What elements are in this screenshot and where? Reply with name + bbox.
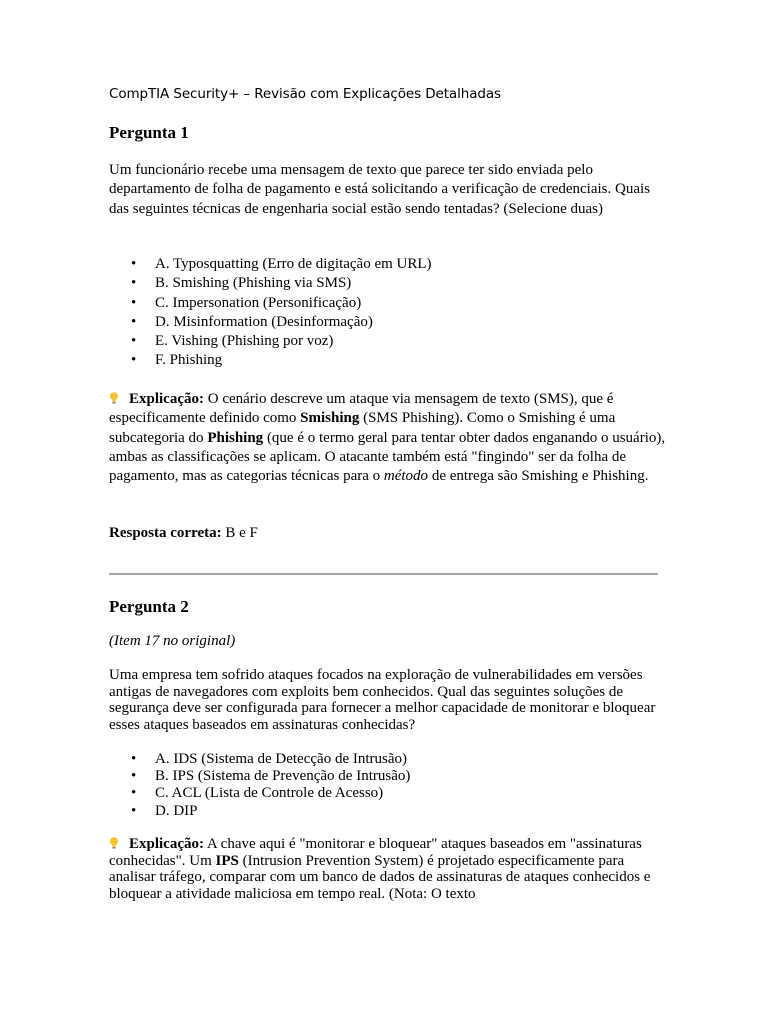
option-item: • A. Typosquatting (Erro de digitação em URL) xyxy=(109,255,432,274)
option-item: • D. Misinformation (Desinformação) xyxy=(109,313,432,332)
option-item: • B. IPS (Sistema de Prevenção de Intrusão) xyxy=(109,768,410,785)
option-item: • C. Impersonation (Personificação) xyxy=(109,294,432,313)
document-header: CompTIA Security+ – Revisão com Explicações Detalhadas xyxy=(109,86,501,102)
question-2-text: Uma empresa tem sofrido ataques focados na exploração de vulnerabilidades em versões antigas de navegadores com exploits bem conhecidos. Qual das seguintes soluções de segurança deve ser configurada para fornecer a melhor capacidade de monitorar e bloquear esses ataques baseados em assinaturas conhecidas? xyxy=(109,667,656,733)
explanation-text: O cenário descreve um ataque via mensagem de texto (SMS), que é especificamente definido como xyxy=(109,391,614,427)
explanation-label: Explicação: xyxy=(129,391,204,407)
lightbulb-icon xyxy=(109,837,119,849)
section-divider xyxy=(109,573,658,575)
question-2-note-text: (Item 17 no original) xyxy=(109,633,236,649)
option-item: • C. ACL (Lista de Controle de Acesso) xyxy=(109,785,410,802)
explanation-italic-term: método xyxy=(383,468,429,485)
option-item: • A. IDS (Sistema de Detecção de Intrusão) xyxy=(109,751,410,768)
option-item: • D. DIP xyxy=(109,803,410,820)
question-1-options xyxy=(109,255,432,371)
explanation-bold-term: Smishing xyxy=(300,410,360,427)
answer-value: B e F xyxy=(221,525,258,541)
question-2-title: Pergunta 2 xyxy=(109,597,189,616)
explanation-text: de entrega são Smishing e Phishing. xyxy=(428,468,649,485)
option-item: • B. Smishing (Phishing via SMS) xyxy=(109,274,432,293)
explanation-label: Explicação: xyxy=(129,836,204,852)
explanation-bold-term: IPS xyxy=(215,852,239,869)
option-item: • F. Phishing xyxy=(109,351,432,370)
question-1-explanation xyxy=(109,390,669,486)
question-1-text: Um funcionário recebe uma mensagem de texto que parece ter sido enviada pelo departamento de folha de pagamento e está solicitando a verificação de credenciais. Quais das seguintes técnicas de engenharia social estão sendo tentadas? (Selecione duas) xyxy=(109,162,651,217)
explanation-bold-term: Phishing xyxy=(207,429,264,446)
explanation-text: (que é o termo geral para tentar obter dados enganando o usuário), ambas as classificações se aplicam. O atacante também está "fingindo" ser da folha de pagamento, mas as categorias técnicas para o xyxy=(109,429,666,485)
lightbulb-icon xyxy=(109,392,119,404)
question-2-note xyxy=(109,632,669,651)
question-1-title: Pergunta 1 xyxy=(109,123,189,142)
explanation-text: (Intrusion Prevention System) é projetado especificamente para analisar tráfego, comparar com um banco de dados de assinaturas de ataques conhecidos e bloquear a atividade maliciosa em tempo real. (Nota: O texto xyxy=(109,852,651,902)
explanation-text: (SMS Phishing). Como o Smishing é uma subcategoria do xyxy=(109,410,616,446)
option-item: • E. Vishing (Phishing por voz) xyxy=(109,332,432,351)
explanation-text: A chave aqui é "monitorar e bloquear" ataques baseados em "assinaturas conhecidas". Um xyxy=(109,836,642,869)
question-2-explanation xyxy=(109,836,669,902)
answer-label: Resposta correta: xyxy=(109,525,222,541)
question-1-answer xyxy=(109,524,669,543)
question-2-options xyxy=(109,751,410,820)
